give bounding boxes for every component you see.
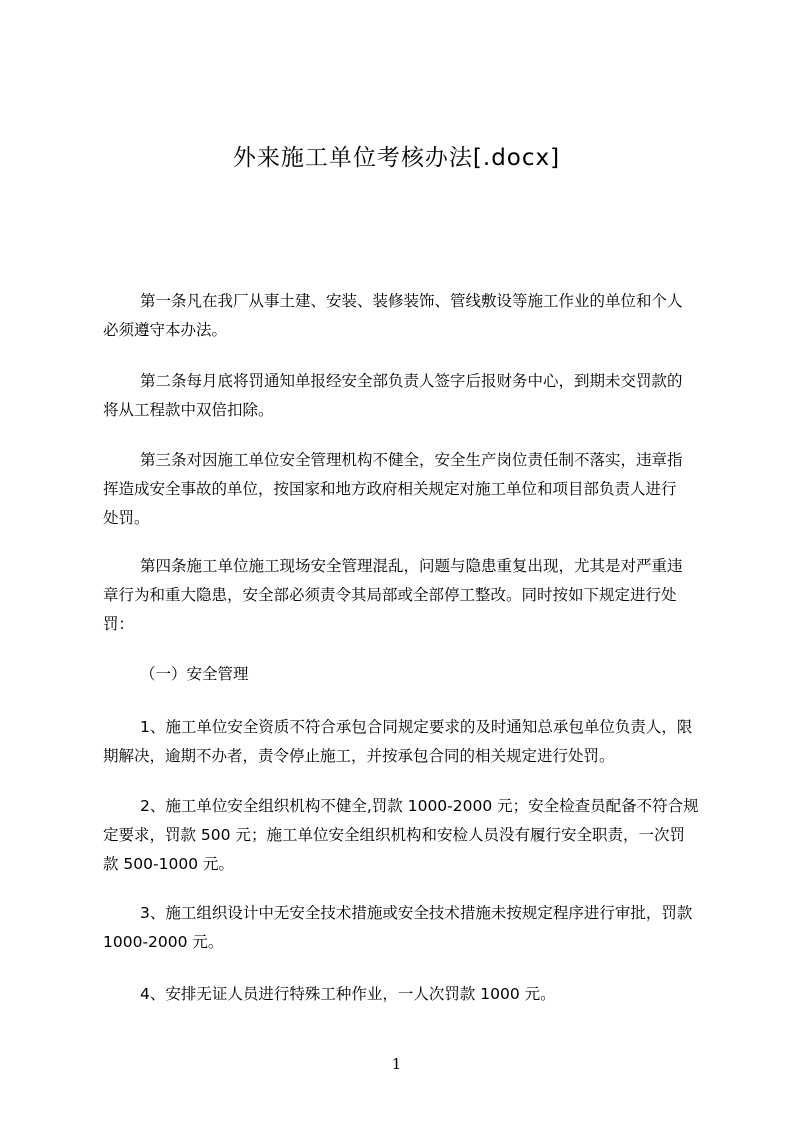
paragraph-line: 2、施工单位安全组织机构不健全,罚款 1000-2000 元；安全检查员配备不符合规	[140, 797, 699, 815]
section-heading-safety-management	[103, 660, 701, 689]
paragraph-line: 挥造成安全事故的单位，按国家和地方政府相关规定对施工单位和项目部负责人进行	[103, 480, 677, 498]
paragraph-line: 处罚。	[103, 509, 150, 527]
paragraph-line: 将从工程款中双倍扣除。	[103, 401, 274, 419]
paragraph-line: 定要求，罚款 500 元；施工单位安全组织机构和安检人员没有履行安全职责，一次罚	[103, 826, 685, 844]
document-title: 外来施工单位考核办法[.docx]	[232, 145, 561, 171]
article-4-paragraph	[103, 552, 701, 639]
paragraph-line: 期解决，逾期不办者，责令停止施工，并按承包合同的相关规定进行处罚。	[103, 747, 615, 765]
paragraph-line: 1000-2000 元。	[103, 933, 224, 951]
paragraph-line: 第四条施工单位施工现场安全管理混乱，问题与隐患重复出现，尤其是对严重违	[140, 557, 683, 575]
item-2-paragraph	[103, 792, 701, 879]
article-3-paragraph	[103, 446, 701, 533]
item-3-paragraph	[103, 899, 701, 957]
paragraph-line: 4、安排无证人员进行特殊工种作业，一人次罚款 1000 元。	[140, 985, 556, 1003]
paragraph-line: 必须遵守本办法。	[103, 321, 228, 339]
item-4-paragraph	[103, 980, 701, 1009]
article-2-paragraph	[103, 367, 701, 425]
paragraph-line: 第三条对因施工单位安全管理机构不健全，安全生产岗位责任制不落实，违章指	[140, 451, 683, 469]
article-1-paragraph	[103, 287, 701, 345]
paragraph-line: 第二条每月底将罚通知单报经安全部负责人签字后报财务中心，到期未交罚款的	[140, 372, 683, 390]
paragraph-line: 章行为和重大隐患，安全部必须责令其局部或全部停工整改。同时按如下规定进行处	[103, 586, 677, 604]
section-heading-line: （一）安全管理	[140, 665, 249, 683]
paragraph-line: 第一条凡在我厂从事土建、安装、装修装饰、管线敷设等施工作业的单位和个人	[140, 292, 683, 310]
paragraph-line: 3、施工组织设计中无安全技术措施或安全技术措施未按规定程序进行审批，罚款	[140, 904, 693, 922]
paragraph-line: 款 500-1000 元。	[103, 855, 234, 873]
paragraph-line: 罚：	[103, 615, 135, 633]
page-number: 1	[391, 1055, 402, 1073]
paragraph-line: 1、施工单位安全资质不符合承包合同规定要求的及时通知总承包单位负责人，限	[140, 718, 693, 736]
item-1-paragraph	[103, 713, 701, 771]
